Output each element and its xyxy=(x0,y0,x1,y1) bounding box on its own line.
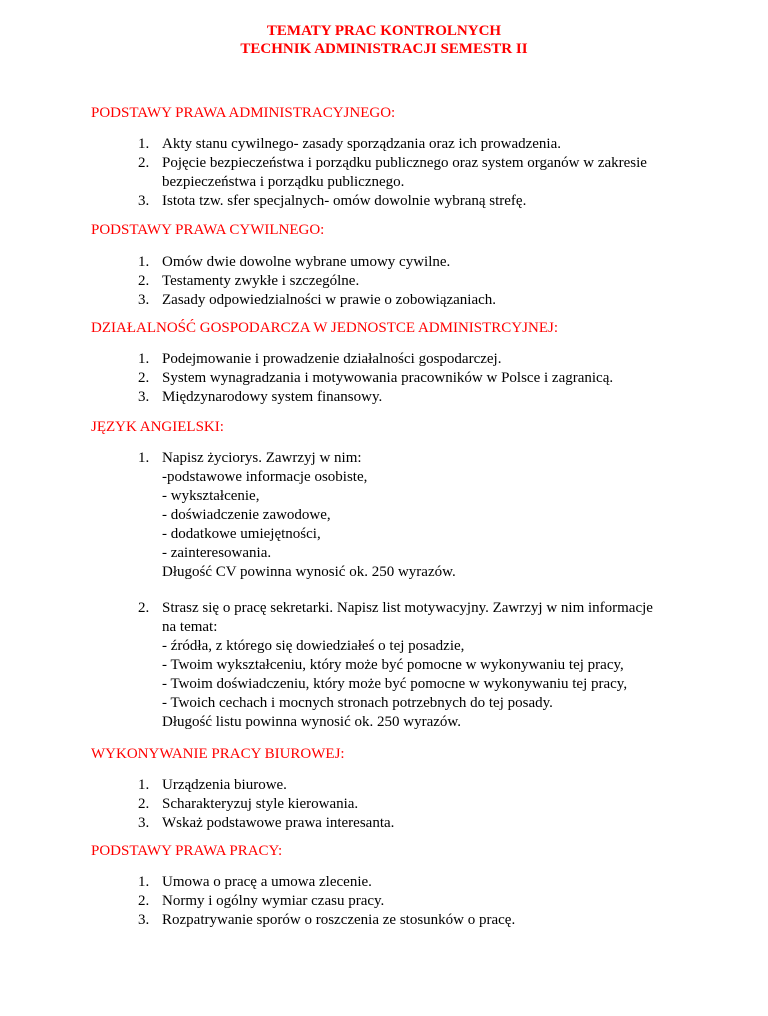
list-item: 2. Normy i ogólny wymiar czasu pracy. xyxy=(138,893,385,909)
list-item: 2. Testamenty zwykłe i szczególne. xyxy=(138,273,360,289)
list-item: 3. Rozpatrywanie sporów o roszczenia ze stosunków o pracę. xyxy=(138,912,516,928)
section-list-angielski xyxy=(138,449,708,582)
section-list-praca-biurowa xyxy=(138,776,708,833)
list-item: 2. Pojęcie bezpieczeństwa i porządku publicznego oraz system organów w zakresie bezpieczeństwa i porządku publicznego. xyxy=(138,155,647,190)
section-list-angielski-2 xyxy=(138,599,708,732)
header-subtitle: TECHNIK ADMINISTRACJI SEMESTR II xyxy=(240,41,528,57)
list-item: 2. Scharakteryzuj style kierowania. xyxy=(138,796,359,812)
section-title-dzialalnosc: DZIAŁALNOŚĆ GOSPODARCZA W JEDNOSTCE ADMINISTRCYJNEJ: xyxy=(91,320,558,336)
list-item: 3. Międzynarodowy system finansowy. xyxy=(138,389,383,405)
list-item: 1. Podejmowanie i prowadzenie działalności gospodarczej. xyxy=(138,351,502,367)
list-item: 1. Urządzenia biurowe. xyxy=(138,777,287,793)
section-list-administracyjne xyxy=(138,135,708,211)
section-title-praca-biurowa: WYKONYWANIE PRACY BIUROWEJ: xyxy=(91,746,345,762)
list-item: 3. Wskaż podstawowe prawa interesanta. xyxy=(138,815,395,831)
list-item: 1. Omów dwie dowolne wybrane umowy cywilne. xyxy=(138,254,451,270)
document-header xyxy=(0,22,768,58)
section-title-cywilne: PODSTAWY PRAWA CYWILNEGO: xyxy=(91,222,325,238)
document-page xyxy=(0,22,768,1016)
section-list-cywilne xyxy=(138,253,708,310)
section-list-prawo-pracy xyxy=(138,873,708,930)
list-item: 2. Strasz się o pracę sekretarki. Napisz list motywacyjny. Zawrzyj w nim informacje na temat: - źródła, z którego się dowiedziałeś o tej posadzie, - Twoim wykształceniu, który może być pomocne w wykonywaniu tej pracy, - Twoim doświadczeniu, który może być pomocne w wykonywaniu tej pracy, - Twoich cechach i mocnych stronach potrzebnych do tej posady. Długość listu powinna wynosić ok. 250 wyrazów. xyxy=(138,600,653,730)
list-item: 3. Istota tzw. sfer specjalnych- omów dowolnie wybraną strefę. xyxy=(138,193,527,209)
list-item: 2. System wynagradzania i motywowania pracowników w Polsce i zagranicą. xyxy=(138,370,614,386)
section-title-angielski: JĘZYK ANGIELSKI: xyxy=(91,419,224,435)
list-item: 1. Akty stanu cywilnego- zasady sporządzania oraz ich prowadzenia. xyxy=(138,136,562,152)
section-title-prawo-pracy: PODSTAWY PRAWA PRACY: xyxy=(91,843,283,859)
list-item: 1. Umowa o pracę a umowa zlecenie. xyxy=(138,874,372,890)
section-list-dzialalnosc xyxy=(138,350,708,407)
list-item: 3. Zasady odpowiedzialności w prawie o zobowiązaniach. xyxy=(138,292,497,308)
header-title: TEMATY PRAC KONTROLNYCH xyxy=(266,23,502,39)
section-title-administracyjne: PODSTAWY PRAWA ADMINISTRACYJNEGO: xyxy=(91,105,396,121)
list-item: 1. Napisz życiorys. Zawrzyj w nim: -podstawowe informacje osobiste, - wykształcenie, - doświadczenie zawodowe, - dodatkowe umiejętności, - zainteresowania. Długość CV powinna wynosić ok. 250 wyrazów. xyxy=(138,450,456,580)
